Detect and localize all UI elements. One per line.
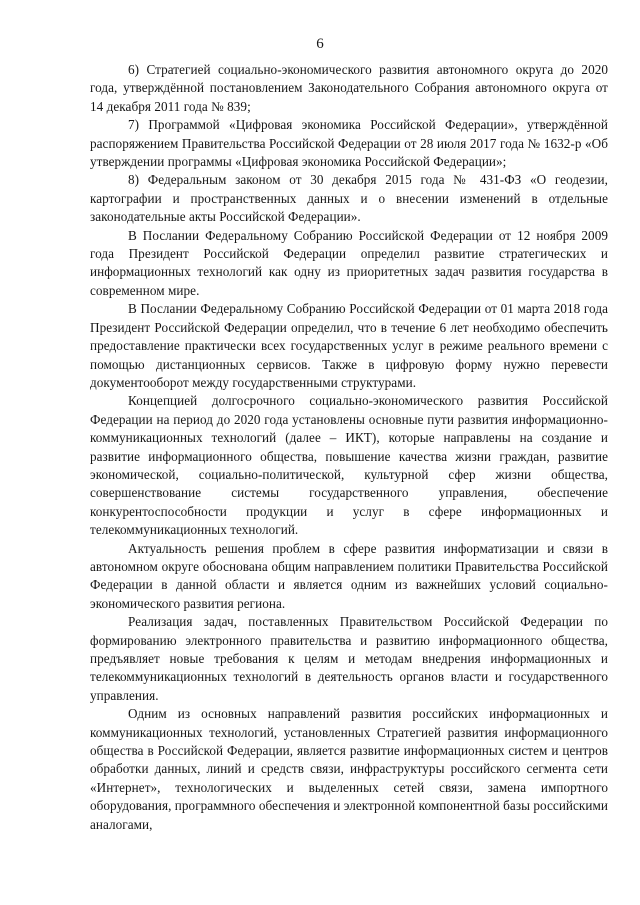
paragraph-ict-directions: Одним из основных направлений развития российских информационных и коммуникационных технологий, установленных Стратегией развития информационного общества в Российской Федерации, является развитие информационных систем и центров обработки данных, линий и средств связи, инфраструктуры российского сегмента сети «Интернет», технологических и выделенных сетей связи, замена импортного оборудования, программного обеспечения и электронной компонентной базы российскими аналогами,	[90, 706, 608, 832]
paragraph-program-item-7: 7) Программой «Цифровая экономика Российской Федерации», утверждённой распоряжением Правительства Российской Федерации от 28 июля 2017 года № 1632-р «Об утверждении программы «Цифровая экономика Российской Федерации»;	[90, 117, 608, 170]
paragraph-e-government: Реализация задач, поставленных Правительством Российской Федерации по формированию электронного правительства и развитию информационного общества, предъявляет новые требования к целям и методам внедрения информационных и телекоммуникационных технологий в деятельность органов власти и государственного управления.	[90, 614, 608, 703]
paragraph-presidential-address-2009: В Послании Федеральному Собранию Российской Федерации от 12 ноября 2009 года Президент Российской Федерации определил развитие стратегических и информационных технологий как одну из приоритетных задач развития государства в современном мире.	[90, 227, 608, 298]
paragraph-presidential-address-2018: В Послании Федеральному Собранию Российской Федерации от 01 марта 2018 года Президент Российской Федерации определил, что в течение 6 лет необходимо обеспечить предоставление практически всех государственных услуг в режиме реального времени с помощью дистанционных сервисов. Также в цифровую форму нужно перевести документооборот между государственными структурами.	[90, 301, 608, 390]
paragraph-strategy-item-6: 6) Стратегией социально-экономического развития автономного округа до 2020 года, утверждённой постановлением Законодательного Собрания автономного округа от 14 декабря 2011 года № 839;	[90, 62, 608, 114]
document-body	[90, 61, 608, 834]
paragraph-relevance: Актуальность решения проблем в сфере развития информатизации и связи в автономном округе обоснована общим направлением политики Правительства Российской Федерации в данной области и является одним из важнейших условий социально-экономического развития региона.	[90, 540, 608, 611]
paragraph-development-concept: Концепцией долгосрочного социально-экономического развития Российской Федерации на период до 2020 года установлены основные пути развития информационно-коммуникационных технологий (далее – ИКТ), которые направлены на создание и развитие информационного общества, повышение качества жизни граждан, развитие экономической, социально-политической, культурной сфер жизни общества, совершенствование системы государственного управления, обеспечение конкурентоспособности продукции и услуг в сфере информационных и телекоммуникационных технологий.	[90, 393, 608, 538]
paragraph-federal-law-item-8: 8) Федеральным законом от 30 декабря 2015 года № 431-ФЗ «О геодезии, картографии и пространственных данных и о внесении изменений в отдельные законодательные акты Российской Федерации».	[90, 172, 608, 225]
page-number: 6	[316, 36, 324, 52]
